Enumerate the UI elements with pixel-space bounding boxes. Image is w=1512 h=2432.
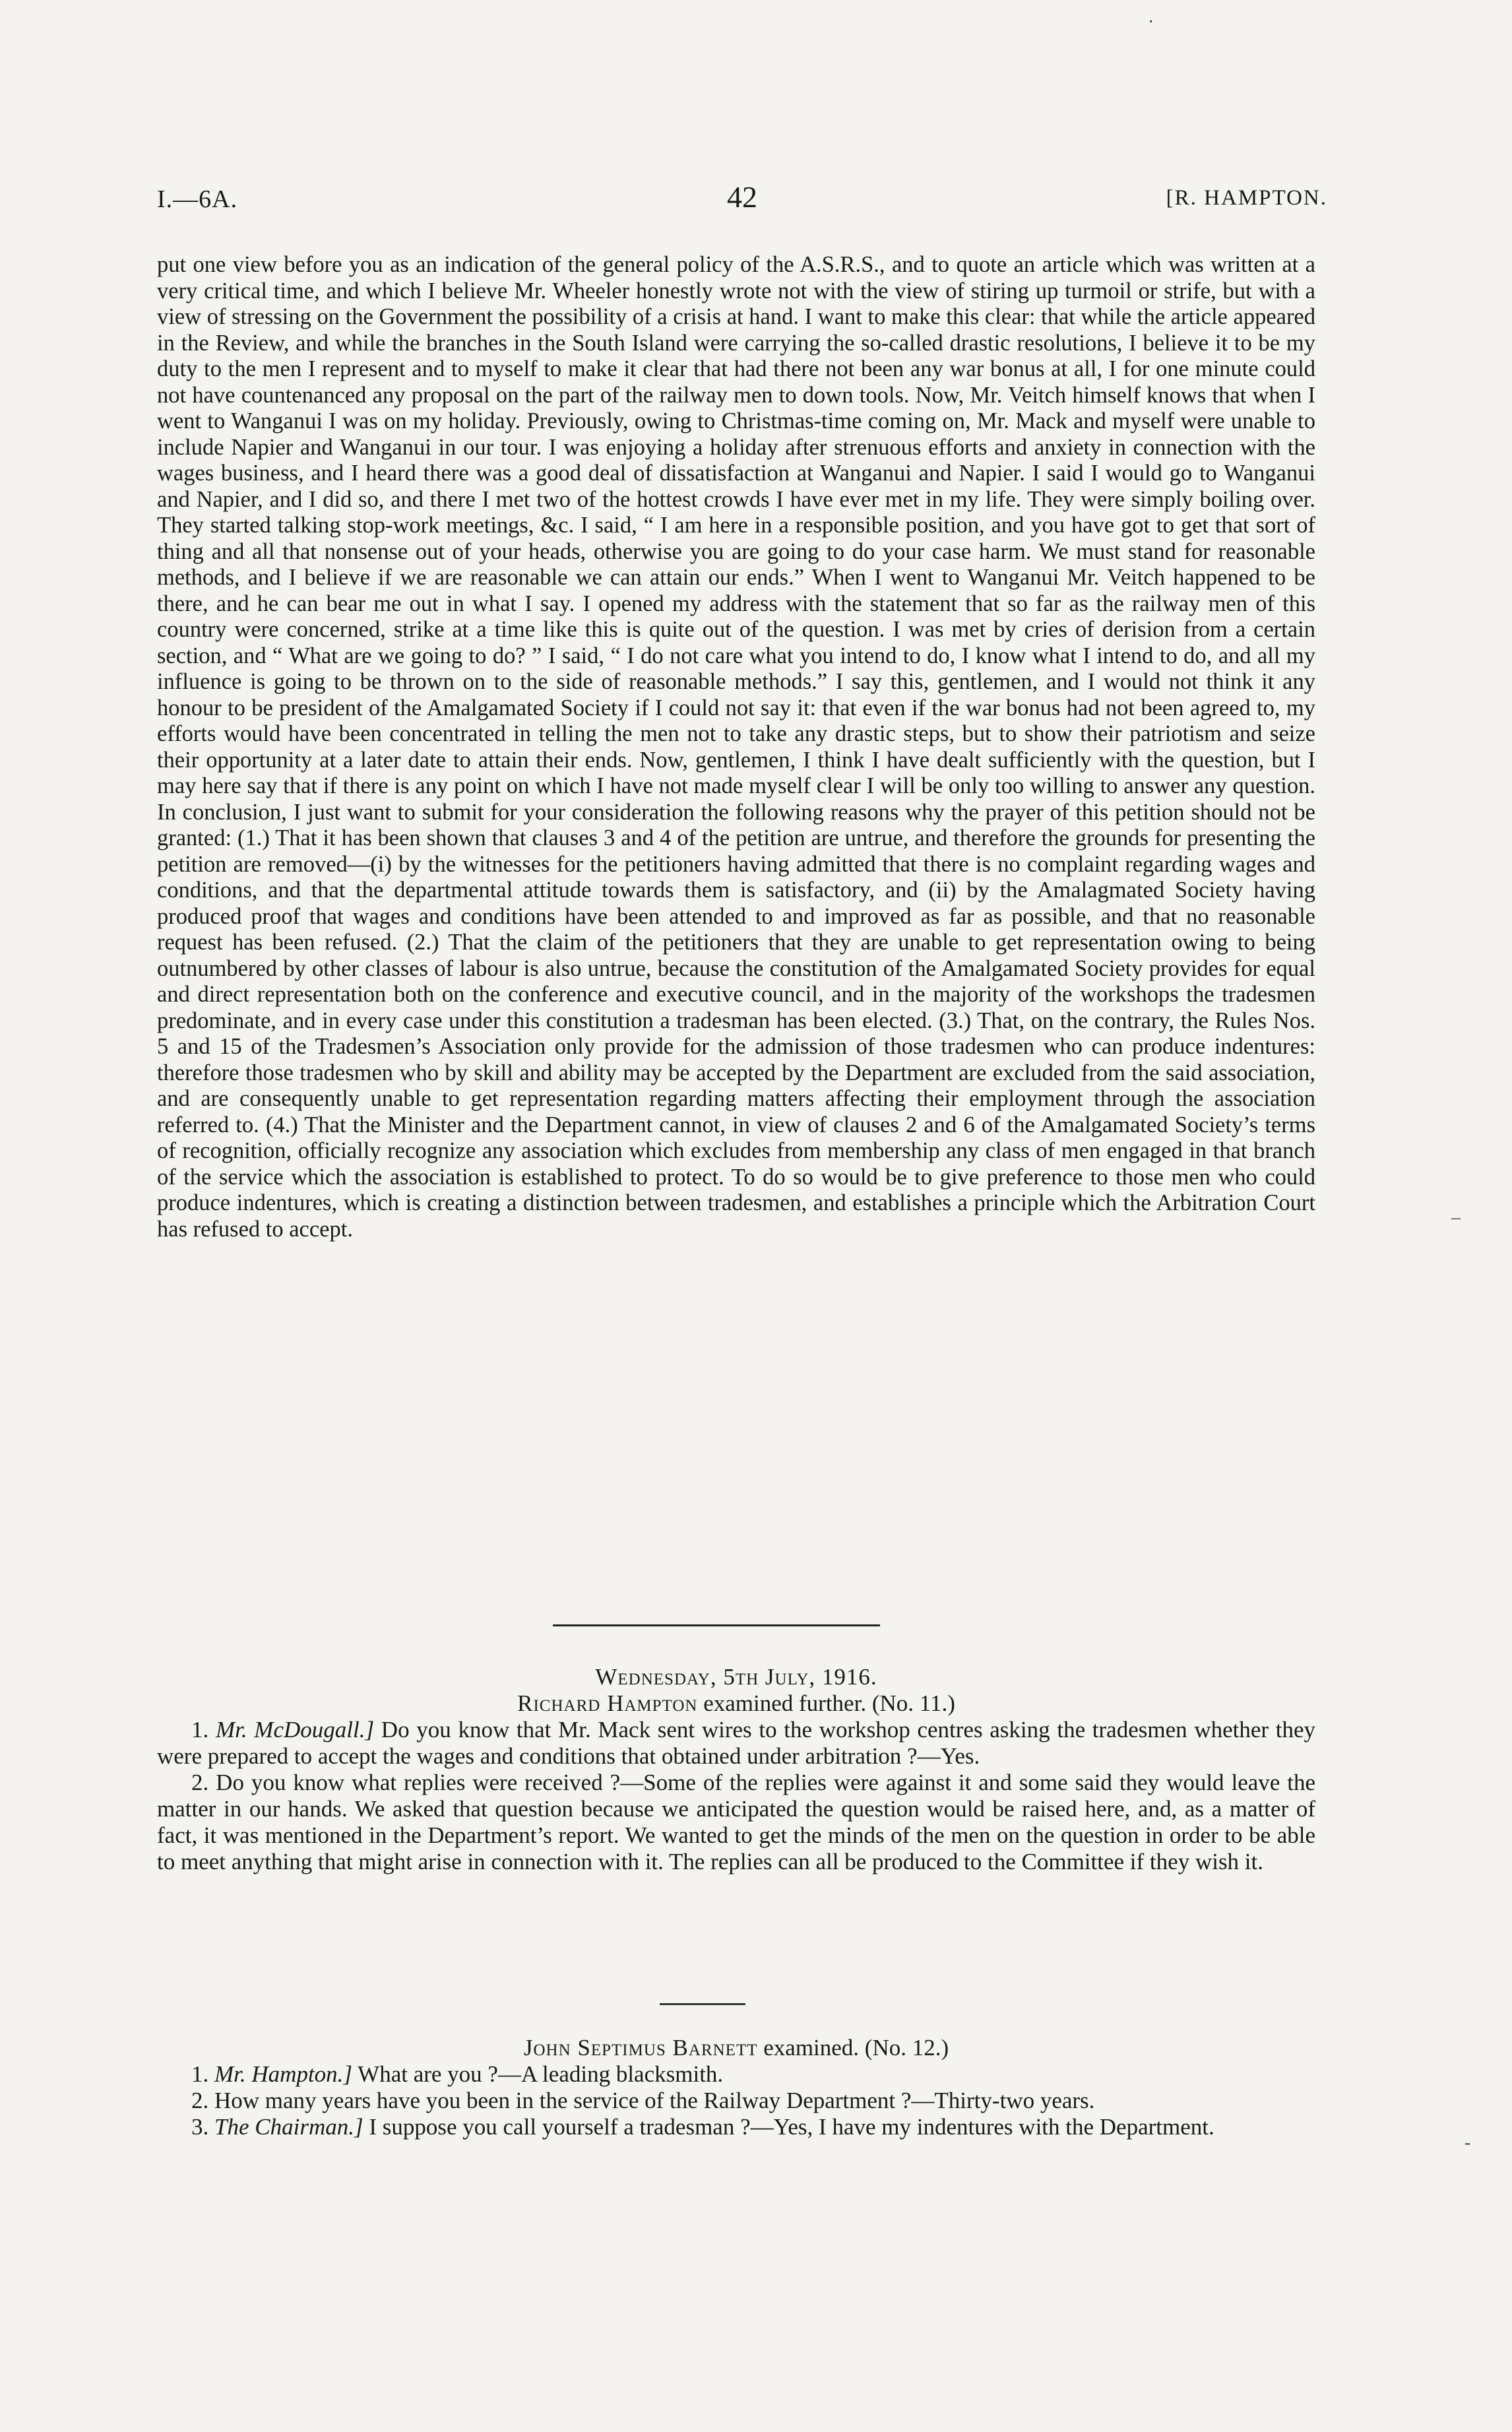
speaker: The Chairman.] [214,2114,363,2140]
witness-name: John Septimus Barnett [523,2035,758,2061]
section-divider-short [660,2003,745,2005]
witness-heading-rest: examined further. (No. 11.) [697,1690,955,1716]
question-text: I suppose you call yourself a tradesman ?—Yes, I have my indentures with the Department. [363,2114,1214,2140]
session-date: Wednesday, 5th July, 1916. [595,1664,877,1690]
speaker: Mr. McDougall.] [215,1717,375,1743]
question-3: 3. The Chairman.] I suppose you call yourself a tradesman ?—Yes, I have my indentures with the Department. [191,2114,1214,2140]
witness-heading [157,2035,1315,2061]
scan-speck: – [1451,1207,1461,1228]
witness-name: Richard Hampton [517,1690,698,1716]
page-number: 42 [727,180,757,214]
scan-speck: - [1465,2132,1471,2153]
witness-heading [157,1690,1315,1717]
question-1: 1. Mr. Hampton.] What are you ?—A leading blacksmith. [191,2061,724,2087]
paper-reference: I.—6A. [157,185,238,213]
question-text: What are you ?—A leading blacksmith. [352,2061,724,2087]
page-header [157,179,1327,219]
witness-reference: [R. HAMPTON. [1166,186,1327,210]
question-text: Do you know that Mr. Mack sent wires to the workshop centres asking the tradesmen whether they were prepared to accept the wages and conditions that obtained under arbitration ?—Yes. [157,1717,1316,1769]
speaker: Mr. Hampton.] [214,2061,353,2087]
witness-heading-rest: examined. (No. 12.) [757,2035,949,2061]
hampton-further-examination [157,1664,1315,1875]
scan-speck: · [1148,12,1154,32]
continued-evidence [157,252,1315,1242]
question-1: 1. Mr. McDougall.] Do you know that Mr. Mack sent wires to the workshop centres asking the tradesmen whether they were prepared to accept the wages and conditions that obtained under arbitration ?—Yes. [157,1717,1316,1769]
question-2: 2. How many years have you been in the service of the Railway Department ?—Thirty-two years. [191,2088,1095,2113]
question-2: 2. Do you know what replies were received ?—Some of the replies were against it and some said they would leave the matter in our hands. We asked that question because we anticipated the question would be raised here, and, as a matter of fact, it was mentioned in the Department’s report. We wanted to get the minds of the men on the question in order to be able to meet anything that might arise in connection with it. The replies can all be produced to the Committee if they wish it. [157,1770,1315,1874]
section-divider [553,1624,880,1626]
barnett-examination [157,2035,1315,2140]
evidence-paragraph: put one view before you as an indication of the general policy of the A.S.R.S., and to quote an article which was written at a very critical time, and which I believe Mr. Wheeler honestly wrote not with the view of stiring up turmoil or strife, but with a view of stressing on the Government the possibility of a crisis at hand. I want to make this clear: that while the article appeared in the Review, and while the branches in the South Island were carrying the so-called drastic resolutions, I believe it to be my duty to the men I represent and to myself to make it clear that had there not been any war bonus at all, I for one minute could not have countenanced any proposal on the part of the railway men to down tools. Now, Mr. Veitch himself knows that when I went to Wanganui I was on my holiday. Previously, owing to Christmas-time coming on, Mr. Mack and myself were unable to include Napier and Wanganui in our tour. I was enjoying a holiday after strenuous efforts and anxiety in connection with the wages business, and I heard there was a good deal of dissatisfaction at Wanganui and Napier. I said I would go to Wanganui and Napier, and I did so, and there I met two of the hottest crowds I have ever met in my life. They were simply boiling over. They started talking stop-work meetings, &c. I said, “ I am here in a responsible position, and you have got to get that sort of thing and all that nonsense out of your heads, otherwise you are going to do your case harm. We must stand for reasonable methods, and I believe if we are reasonable we can attain our ends.” When I went to Wanganui Mr. Veitch happened to be there, and he can bear me out in what I say. I opened my address with the statement that so far as the railway men of this country were concerned, strike at a time like this is quite out of the question. I was met by cries of derision from a certain section, and “ What are we going to do? ” I said, “ I do not care what you intend to do, I know what I intend to do, and all my influence is going to be thrown on to the side of reasonable methods.” I say this, gentlemen, and I would not think it any honour to be president of the Amalgamated Society if I could not say it: that even if the war bonus had not been agreed to, my efforts would have been concentrated in telling the men not to take any drastic steps, but to show their patriotism and seize their opportunity at a later date to attain their ends. Now, gentlemen, I think I have dealt sufficiently with the question, but I may here say that if there is any point on which I have not made myself clear I will be only too willing to answer any question. In conclusion, I just want to submit for your consideration the following reasons why the prayer of this petition should not be granted: (1.) That it has been shown that clauses 3 and 4 of the petition are untrue, and therefore the grounds for presenting the petition are removed—(i) by the witnesses for the petitioners having admitted that there is no complaint regarding wages and conditions, and that the departmental attitude towards them is satisfactory, and (ii) by the Amalagmated Society having produced proof that wages and conditions have been attended to and improved as far as possible, and that no reasonable request has been refused. (2.) That the claim of the petitioners that they are unable to get representation owing to being outnumbered by other classes of labour is also untrue, because the constitution of the Amalgamated Society provides for equal and direct representation both on the conference and executive council, and in the majority of the workshops the tradesmen predominate, and in every case under this constitution a tradesman has been elected. (3.) That, on the contrary, the Rules Nos. 5 and 15 of the Tradesmen’s Association only provide for the admission of those tradesmen who can produce indentures: therefore those tradesmen who by skill and ability may be accepted by the Department are excluded from the said association, and are consequently unable to get representation regarding matters affecting their employment through the association referred to. (4.) That the Minister and the Department cannot, in view of clauses 2 and 6 of the Amalgamated Society’s terms of recognition, officially recognize any association which excludes from membership any class of men engaged in that branch of the service which the association is established to protect. To do so would be to give preference to those men who could produce indentures, which is creating a distinction between tradesmen, and establishes a principle which the Arbitration Court has refused to accept. [157,252,1315,1242]
